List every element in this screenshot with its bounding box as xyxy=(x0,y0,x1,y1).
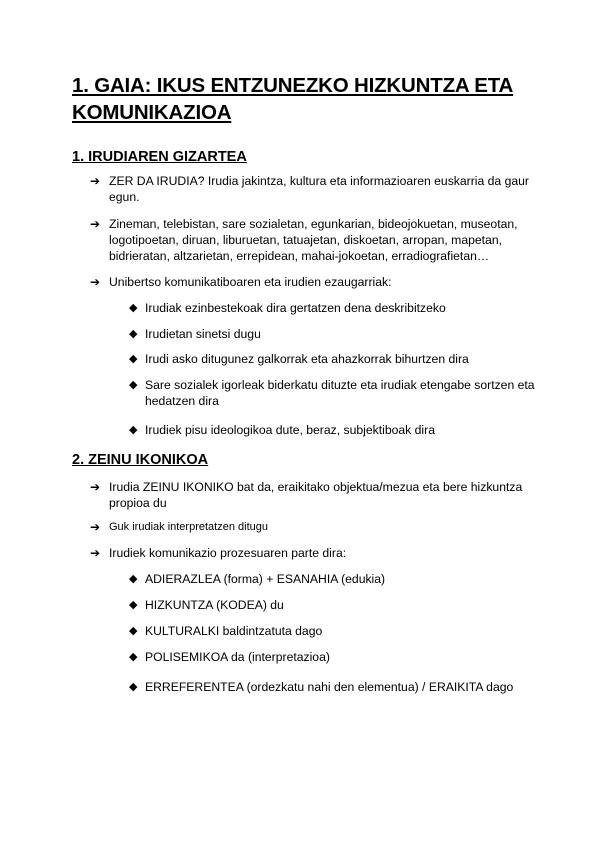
sub-list-item-text: Irudiek pisu ideologikoa dute, beraz, subjektiboak dira xyxy=(145,423,435,437)
list-item-text: ZER DA IRUDIA? Irudia jakintza, kultura eta informazioaren euskarria da gaur egun. xyxy=(109,174,529,204)
diamond-bullet-icon: ◆ xyxy=(129,328,138,340)
list-item xyxy=(90,479,540,511)
sub-list-item-text: Irudietan sinetsi dugu xyxy=(145,327,261,341)
sub-list-item-text: POLISEMIKOA da (interpretazioa) xyxy=(145,650,330,664)
sub-list-item-text: ERREFERENTEA (ordezkatu nahi den elementua) / ERAIKITA dago xyxy=(145,680,514,694)
diamond-bullet-icon: ◆ xyxy=(129,379,138,391)
list-item xyxy=(90,519,540,535)
sub-list-item xyxy=(129,679,539,695)
list-item xyxy=(90,173,540,205)
list-item xyxy=(90,216,540,264)
list-item-text: Unibertso komunikatiboaren eta irudien ezaugarriak: xyxy=(109,275,392,289)
sub-list-item-text: ADIERAZLEA (forma) + ESANAHIA (edukia) xyxy=(145,572,386,586)
diamond-bullet-icon: ◆ xyxy=(129,651,138,663)
section-heading-irudiaren-gizartea: 1. IRUDIAREN GIZARTEA xyxy=(72,149,247,165)
sub-list-item xyxy=(129,422,539,438)
document-title: 1. GAIA: IKUS ENTZUNEZKO HIZKUNTZA ETA KOMUNIKAZIOA xyxy=(72,74,514,124)
sub-list-item xyxy=(129,623,539,639)
arrow-bullet-icon: ➔ xyxy=(90,217,101,231)
sub-list-item xyxy=(129,649,539,665)
list-item xyxy=(90,545,540,561)
section-heading-zeinu-ikonikoa: 2. ZEINU IKONIKOA xyxy=(72,452,209,468)
diamond-bullet-icon: ◆ xyxy=(129,573,138,585)
arrow-bullet-icon: ➔ xyxy=(90,520,101,534)
arrow-bullet-icon: ➔ xyxy=(90,275,101,289)
list-item-text: Zineman, telebistan, sare sozialetan, egunkarian, bideojokuetan, museotan, logotipoetan, diruan, liburuetan, tatuajetan, diskoetan, arropan, mapetan, bidrieratan, altzarietan, errepidean, mahai-jokoetan, erradiografietan… xyxy=(109,217,518,263)
diamond-bullet-icon: ◆ xyxy=(129,681,138,693)
list-item-text: Irudiek komunikazio prozesuaren parte dira: xyxy=(109,546,347,560)
sub-list-item-text: Sare sozialek igorleak biderkatu dituzte eta irudiak etengabe sortzen eta hedatzen dira xyxy=(145,378,535,408)
sub-list-item xyxy=(129,597,539,613)
sub-list-item xyxy=(129,377,539,409)
arrow-bullet-icon: ➔ xyxy=(90,174,101,188)
list-item-text: Guk irudiak interpretatzen ditugu xyxy=(109,521,268,533)
sub-list-item xyxy=(129,351,539,367)
diamond-bullet-icon: ◆ xyxy=(129,353,138,365)
diamond-bullet-icon: ◆ xyxy=(129,625,138,637)
sub-list-item-text: Irudi asko ditugunez galkorrak eta ahazkorrak bihurtzen dira xyxy=(145,352,469,366)
list-item-text: Irudia ZEINU IKONIKO bat da, eraikitako objektua/mezua eta bere hizkuntza propioa du xyxy=(109,480,523,510)
sub-list-item-text: HIZKUNTZA (KODEA) du xyxy=(145,598,284,612)
sub-list-item xyxy=(129,571,539,587)
diamond-bullet-icon: ◆ xyxy=(129,302,138,314)
sub-list-item xyxy=(129,300,539,316)
arrow-bullet-icon: ➔ xyxy=(90,480,101,494)
diamond-bullet-icon: ◆ xyxy=(129,424,138,436)
diamond-bullet-icon: ◆ xyxy=(129,599,138,611)
sub-list-item xyxy=(129,326,539,342)
sub-list-item-text: KULTURALKI baldintzatuta dago xyxy=(145,624,323,638)
arrow-bullet-icon: ➔ xyxy=(90,546,101,560)
sub-list-item-text: Irudiak ezinbestekoak dira gertatzen dena deskribitzeko xyxy=(145,301,446,315)
list-item xyxy=(90,274,540,290)
